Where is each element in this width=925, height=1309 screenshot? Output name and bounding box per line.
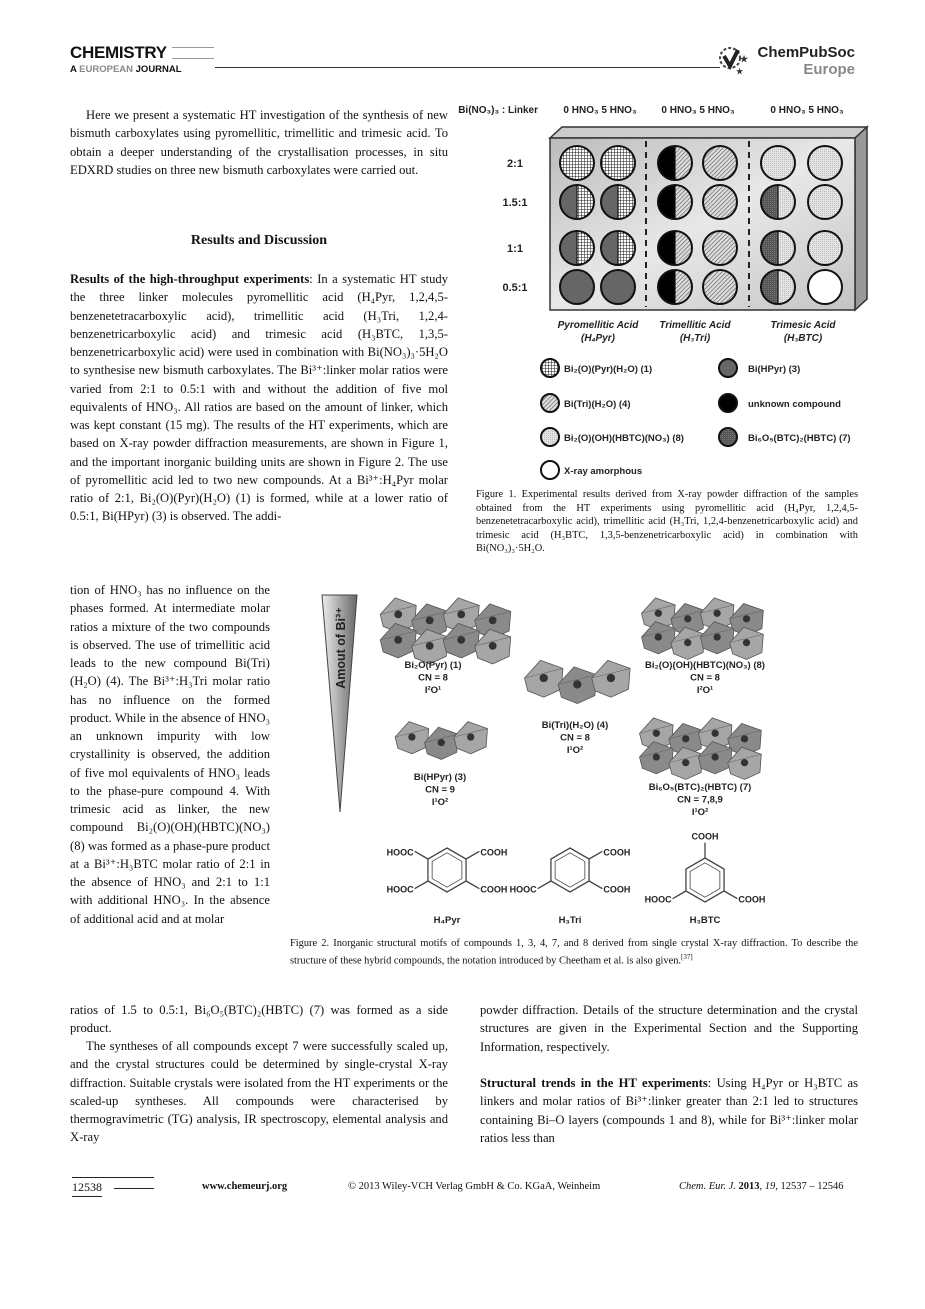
legend-swatch [541,359,559,377]
result-cell [703,231,737,265]
motif-structure-4 [525,660,631,703]
journal-subtitle [70,64,182,75]
legend-swatch [719,394,737,412]
result-cell [560,270,594,304]
result-cell [703,270,737,304]
legend-label: Bi(Tri)(H₂O) (4) [564,399,631,410]
result-cell [808,146,842,180]
result-cell [808,270,842,304]
caption-ref: [37] [681,952,693,961]
linker-name: H₃BTC [689,915,721,926]
linker-name: H₄Pyr [433,915,461,926]
legend-label: Bi₆O₅(BTC)₂(HBTC) (7) [748,433,851,444]
subtitle-b: EUROPEAN [79,64,133,75]
result-cell [703,146,737,180]
figure-1 [455,95,870,490]
motif-formula: Bi₂(O)(OH)(HBTC)(NO₃) (8) [645,660,765,671]
journal-logo [70,44,182,75]
acid-abbr: (H₄Pyr) [580,333,616,344]
svg-text:★: ★ [740,54,749,64]
result-cell [560,146,594,180]
figure-2-caption [290,937,858,968]
legend-label: unknown compound [748,399,841,410]
motif-formula: Bi(HPyr) (3) [413,772,467,783]
publisher-region: Europe [803,61,855,78]
figure-2 [290,580,870,940]
acid-abbr: (H₃BTC) [783,333,823,344]
result-cell [658,146,692,180]
paragraph-text: : In a systematic HT study the three linker molecules pyromellitic acid (H₄Pyr, 1,2,4,5-benzenetetracarboxylic acid), trimellitic acid (H₃Tri, 1,2,4-benzenetricarboxylic acid) and trimesic acid (H₃BTC, 1,3,5-benzenetricarboxylic acid) were used in combination with Bi(NO₃)₃·5H₂O to synthesise new bismuth carboxylates. The Bi³⁺:linker molar ratios were varied from 2:1 to 0.5:1 with and without the addition of five mol equivalents of HNO₃. All ratios are based on the amount of linker, which was kept constant (15 mg). The results of the HT experiments, which are based on X-ray powder diffraction measurements, are shown in Figure 1, and the important inorganic building units are shown in Figure 2. The use of pyromellitic acid led to two new compounds. At a Bi³⁺:H₄Pyr molar ratio of 2:1, Bi₂(O)(Pyr)(H₂O) (1) is formed, while at a lower ratio of 0.5:1, Bi(HPyr) (3) is observed. The addi- [70,272,448,524]
motif-formula: Bi(Tri)(H₂O) (4) [541,720,609,731]
results-paragraph [70,270,448,526]
paragraph-lead: Results of the high-throughput experiments [70,272,310,286]
result-cell [601,270,635,304]
publisher-name: ChemPubSoc [757,44,855,61]
legend-swatch [541,428,559,446]
citation-year: 2013 [738,1181,760,1192]
result-cell [808,231,842,265]
subtitle-a: A [70,64,77,75]
legend-swatch [541,461,559,479]
motif-structure-3 [395,722,487,760]
functional-group-label: HOOC [509,884,537,895]
intro-paragraph: Here we present a systematic HT investigation of the synthesis of new bismuth carboxylates using pyromellitic, trimellitic and trimesic acid. To obtain a deeper understanding of the crystallisation processes, in situ EDXRD studies on three new bismuth carboxylates were carried out. [70,108,448,177]
column-header: 0 HNO₃ 5 HNO₃ [770,105,844,116]
subtitle-c: JOURNAL [135,64,182,75]
functional-group-label: COOH [603,884,631,895]
motif-formula: Bi₂O(Pyr) (1) [404,660,462,671]
section-heading: Results and Discussion [190,233,328,248]
motif-structure-1 [380,598,511,664]
corner-label: Bi(NO₃)₃ : Linker [458,105,538,116]
row-label: 1:1 [507,243,523,255]
structural-trends-paragraph [480,1074,858,1147]
column-header: 0 HNO₃ 5 HNO₃ [661,105,735,116]
functional-group-label: COOH [480,847,508,858]
result-cell [658,185,692,219]
result-cell [601,231,635,265]
column-header: 0 HNO₃ 5 HNO₃ [563,105,637,116]
legend-label: Bi₂(O)(Pyr)(H₂O) (1) [564,364,653,375]
citation-volume: 19 [764,1181,776,1192]
bi-amount-label: Amout of Bi³⁺ [334,607,348,689]
legend-swatch [719,428,737,446]
page-number: 12538 [72,1180,102,1197]
motif-structure-7 [640,718,762,780]
result-cell [808,185,842,219]
header-rule [215,67,720,68]
plate-top [550,127,867,138]
synthesis-paragraph: The syntheses of all compounds except 7 were successfully scaled up, and the crystal structures could be determined by single-crystal X-ray diffraction. Suitable crystals were isolated from the HT experiments or the scaled-up syntheses. All compounds were characterised by thermogravimetric (TG) analysis, IR spectroscopy, elemental analysis and X-ray [70,1039,448,1145]
plate-side [855,127,867,310]
title-rules [172,47,214,59]
result-cell [703,185,737,219]
linker-name: H₃Tri [558,915,582,926]
figure-1-caption: Figure 1. Experimental results derived from X-ray powder diffraction of the samples obtained from the HT experiments using pyromellitic acid (H₄Pyr, 1,2,4,5-benzenetetracarboxylic acid), trimellitic acid (H₃Tri, 1,2,4-benzenetricarboxylic acid) and trimesic acid (H₃BTC, 1,3,5-benzenetricarboxylic acid) in combination with Bi(NO₃)₃·5H₂O. [476,489,858,555]
citation-journal: Chem. Eur. J. [679,1181,736,1192]
legend-label: Bi₂(O)(OH)(HBTC)(NO₃) (8) [564,433,684,444]
result-cell [560,185,594,219]
journal-title: CHEMISTRY [70,43,167,62]
functional-group-label: COOH [480,884,508,895]
result-cell [601,185,635,219]
results-paragraph-narrow: tion of HNO₃ has no influence on the phases formed. At intermediate molar ratios a mixture of the two compounds is observed. The use of trimellitic acid leads to the new compound Bi(Tri)(H₂O) (4). The Bi³⁺:H₃Tri molar ratio has no influence on the formed product. While in the absence of HNO₃ an unknown impurity with low crystallinity is observed, the addition of five mol equivalents of HNO₃ leads to the phase-pure compound 4. With trimesic acid as linker, the new compound Bi₂(O)(OH)(HBTC)(NO₃) (8) was formed as a phase-pure product at a Bi³⁺:H₃BTC molar ratio of 2:1 in the absence of HNO₃ and 2:1 to 1:1 with additional HNO₃. In the absence of additional acid and at molar [70,583,270,926]
acid-name: Trimesic Acid [770,320,836,331]
page-number-rule [72,1177,154,1178]
citation-pages: , 12537 – 12546 [775,1181,844,1192]
publisher-logo [750,44,855,78]
journal-url-link[interactable]: www.chemeurj.org [202,1181,288,1192]
result-cell [601,146,635,180]
result-cell [658,231,692,265]
motif-cn: CN = 9 [425,784,455,796]
result-cell [560,231,594,265]
legend-swatch [541,394,559,412]
result-cell [761,231,795,265]
paragraph-lead: Structural trends in the HT experiments [480,1076,708,1090]
acid-abbr: (H₃Tri) [679,333,711,344]
chempubsoc-logo-icon [716,42,752,78]
motif-formula: Bi₆O₅(BTC)₂(HBTC) (7) [648,782,752,793]
functional-group-label: HOOC [386,884,414,895]
legend-label: Bi(HPyr) (3) [748,364,801,375]
functional-group-label: COOH [738,894,766,905]
functional-group-label: COOH [691,831,719,842]
acid-name: Pyromellitic Acid [557,320,639,331]
row-label: 1.5:1 [502,197,528,209]
citation: Chem. Eur. J. 2013, 19, 12537 – 12546 [679,1181,844,1192]
caption-text: Figure 2. Inorganic structural motifs of compounds 1, 3, 4, 7, and 8 derived from single crystal X-ray diffraction. To describe the structure of these hybrid compounds, the notation introduced by Cheetham et al. is also given. [290,938,858,967]
linker-h3tri-structure [538,848,603,892]
motif-notation: I¹O² [566,745,584,756]
motif-cn: CN = 8 [690,672,720,684]
motif-notation: I²O¹ [696,685,714,696]
results-paragraph-tail: ratios of 1.5 to 0.5:1, Bi₆O₅(BTC)₂(HBTC) (7) was formed as a side product. [70,1003,448,1036]
motif-cn: CN = 8 [560,732,590,744]
functional-group-label: HOOC [644,894,672,905]
motif-notation: I¹O² [691,807,709,818]
motif-cn: CN = 8 [418,672,448,684]
row-label: 2:1 [507,158,523,170]
motif-notation: I²O¹ [424,685,442,696]
functional-group-label: COOH [603,847,631,858]
legend-label: X-ray amorphous [564,466,643,477]
paragraph-text: : Using H₄Pyr or H₃BTC as linkers and molar ratios of Bi³⁺:linker greater than 2:1 led to structures containing Bi–O layers (compounds 1 and 8), while for Bi³⁺:linker molar ratios less than [480,1076,858,1145]
result-cell [761,270,795,304]
row-label: 0.5:1 [502,282,528,294]
result-cell [658,270,692,304]
page-number-dash [114,1188,154,1189]
right-paragraph-cont: powder diffraction. Details of the structure determination and the crystal structures are given in the Experimental Section and the Supporting Information, respectively. [480,1003,858,1054]
motif-structure-8 [642,598,764,660]
acid-name: Trimellitic Acid [659,320,731,331]
copyright: © 2013 Wiley-VCH Verlag GmbH & Co. KGaA, Weinheim [348,1181,601,1192]
functional-group-label: HOOC [386,847,414,858]
motif-notation: I¹O² [431,797,449,808]
linker-h3btc-structure [673,843,738,902]
motif-cn: CN = 7,8,9 [677,794,723,806]
linker-h4pyr-structure [415,848,480,892]
legend-swatch [719,359,737,377]
svg-text:★: ★ [736,67,744,76]
result-cell [761,185,795,219]
result-cell [761,146,795,180]
